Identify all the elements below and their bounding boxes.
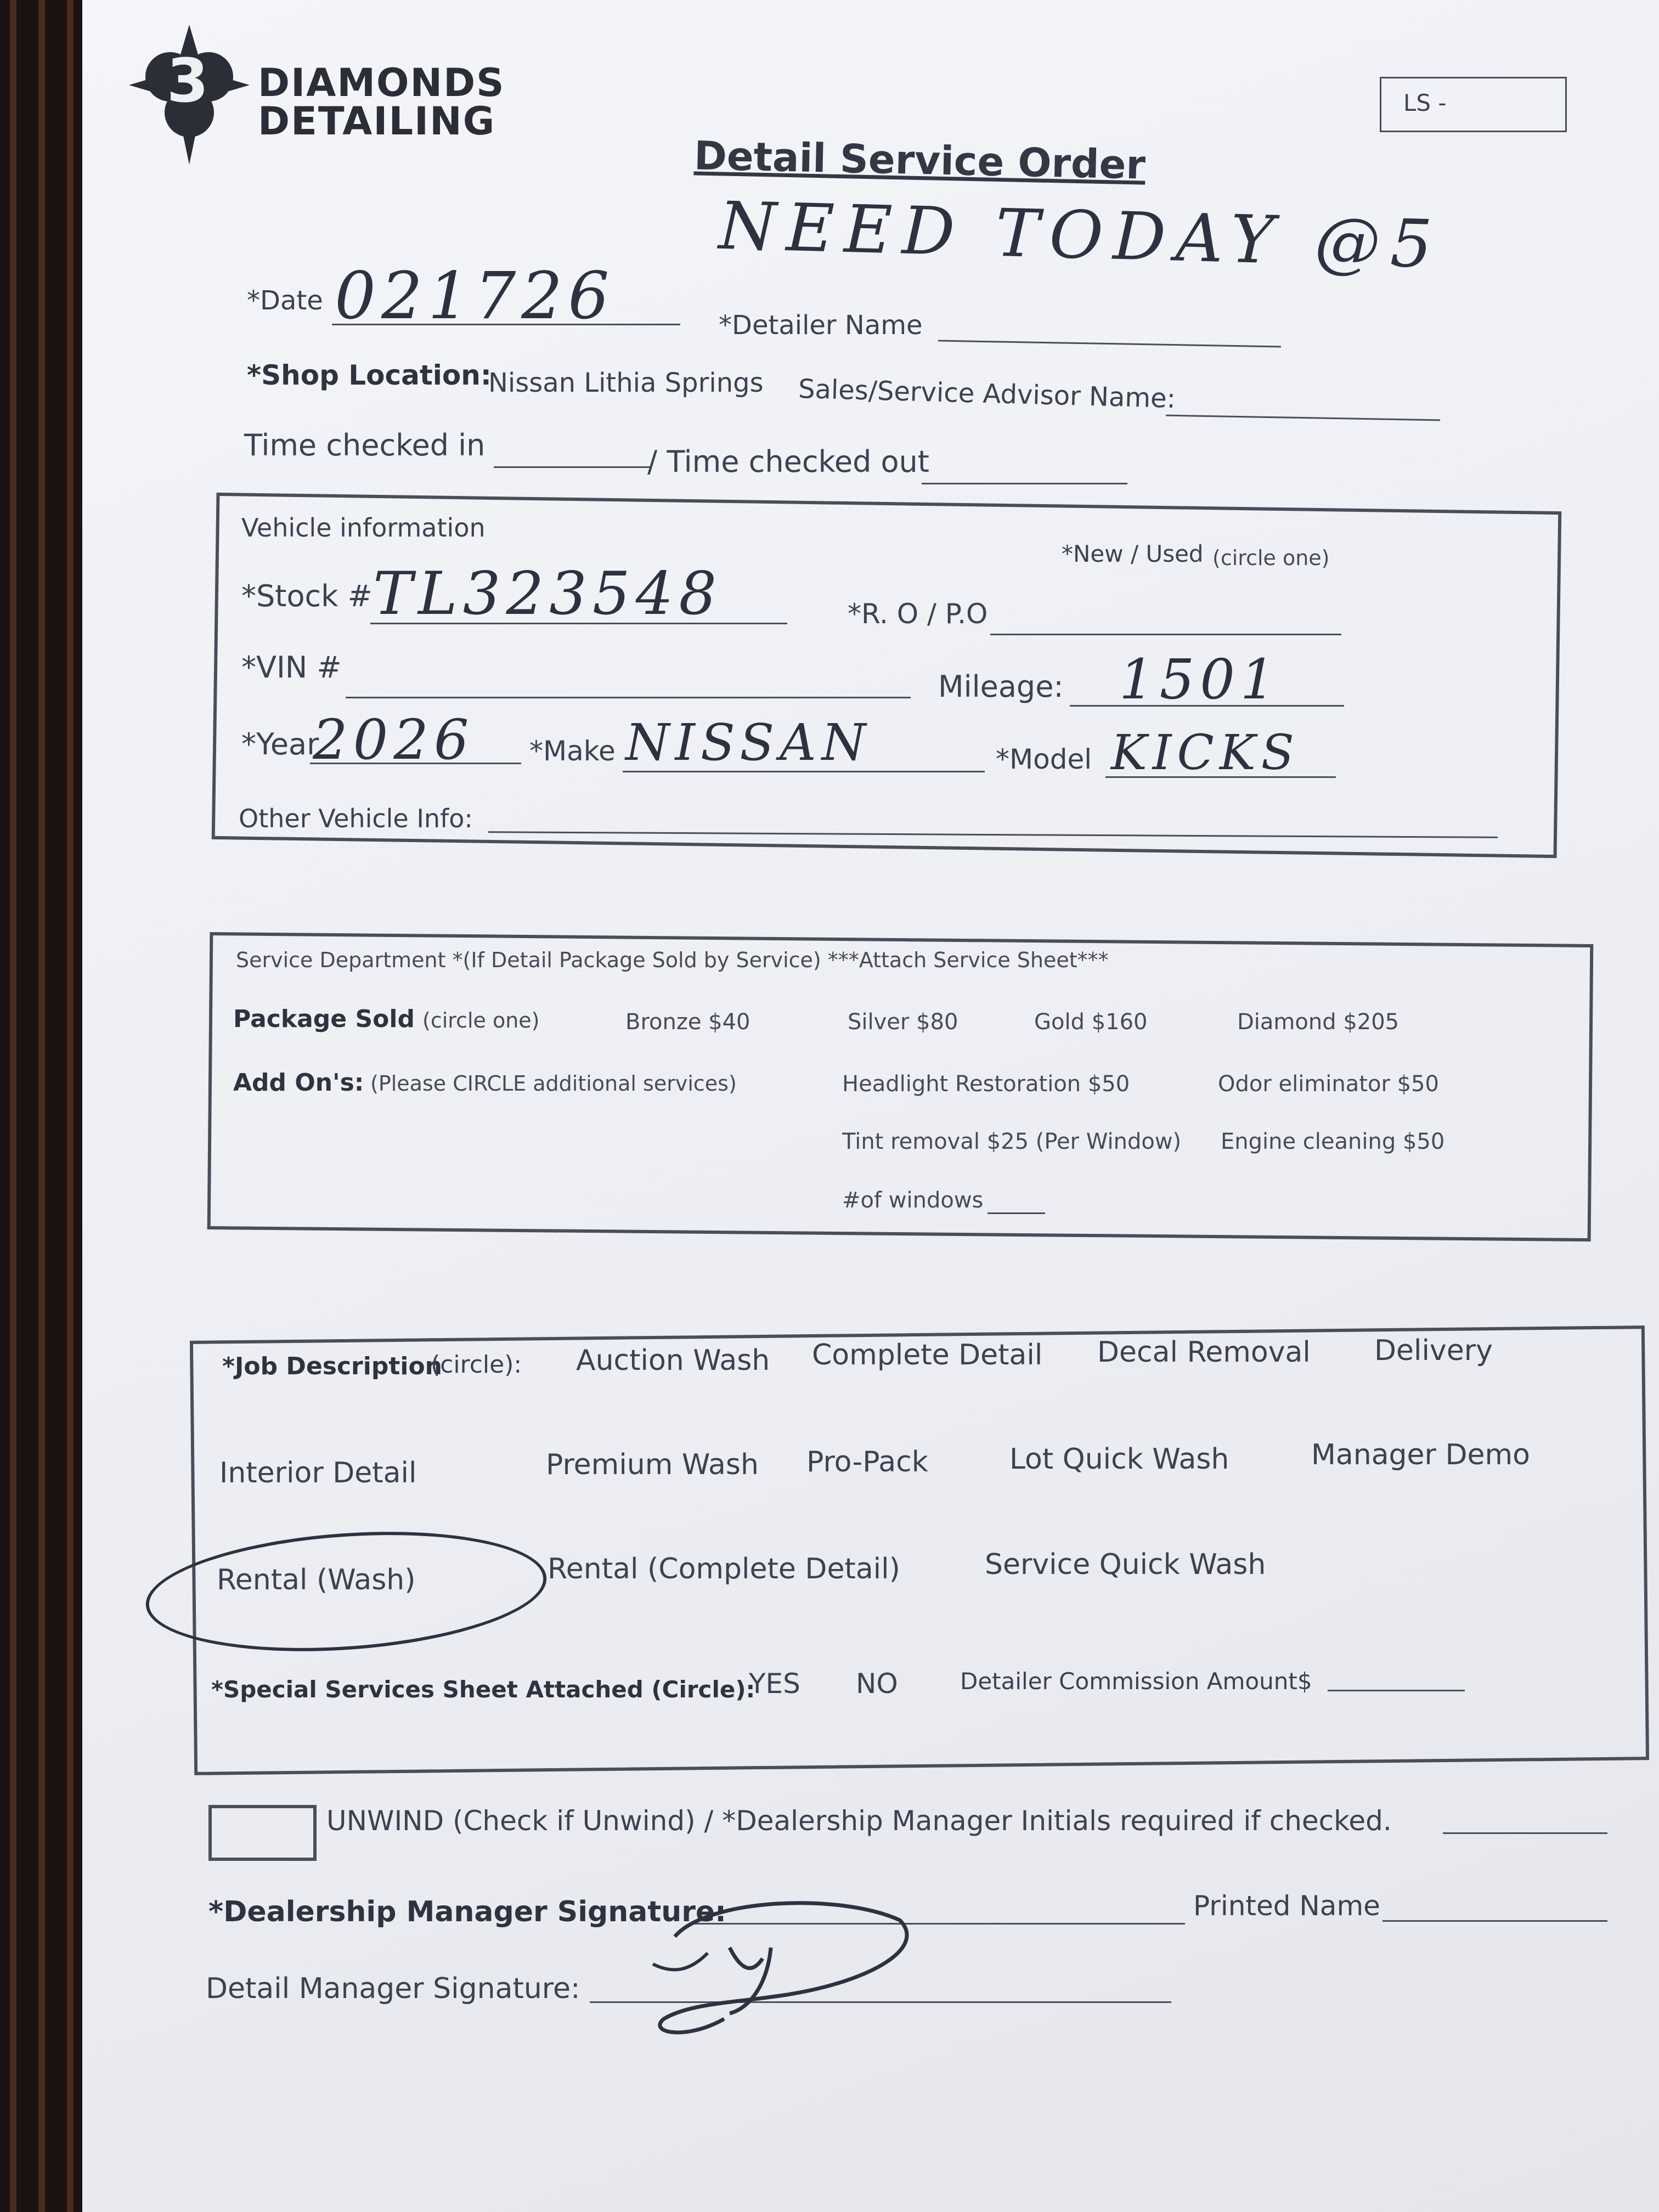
windows-line[interactable] — [988, 1212, 1045, 1214]
special-services-no[interactable]: NO — [856, 1668, 898, 1700]
mileage-label: Mileage: — [938, 669, 1064, 704]
other-vehicle-info-label: Other Vehicle Info: — [239, 804, 473, 833]
circle-one-hint: (circle one) — [1212, 546, 1330, 570]
vehicle-section-label: Vehicle information — [241, 513, 486, 543]
job-rental-complete-detail[interactable]: Rental (Complete Detail) — [548, 1553, 900, 1585]
date-line — [332, 324, 680, 325]
package-sold-label: Package Sold — [233, 1005, 415, 1033]
addon-headlight[interactable]: Headlight Restoration $50 — [842, 1071, 1130, 1097]
package-gold[interactable]: Gold $160 — [1034, 1009, 1148, 1035]
job-complete-detail[interactable]: Complete Detail — [812, 1339, 1043, 1372]
year-label: *Year — [241, 727, 319, 761]
unwind-label: UNWIND (Check if Unwind) / *Dealership Manager Initials required if checked. — [326, 1805, 1392, 1837]
package-sold-hint: (circle one) — [422, 1008, 540, 1032]
manager-initials-line[interactable] — [1443, 1832, 1607, 1834]
ro-po-line[interactable] — [990, 634, 1341, 635]
ls-box[interactable] — [1380, 77, 1567, 132]
package-diamond[interactable]: Diamond $205 — [1237, 1009, 1400, 1035]
shop-location-label: *Shop Location: — [247, 359, 492, 391]
add-ons-label: Add On's: — [233, 1069, 364, 1097]
make-line — [623, 771, 985, 772]
job-pro-pack[interactable]: Pro-Pack — [806, 1446, 928, 1479]
windows-label: #of windows — [842, 1188, 984, 1213]
service-department-header: Service Department *(If Detail Package Sold by Service) ***Attach Service Sheet*** — [236, 948, 1109, 972]
svg-text:3: 3 — [166, 46, 209, 116]
ro-po-label: *R. O / P.O — [848, 598, 988, 630]
package-bronze[interactable]: Bronze $40 — [625, 1009, 751, 1035]
job-premium-wash[interactable]: Premium Wash — [546, 1448, 759, 1481]
advisor-name-label: Sales/Service Advisor Name: — [798, 374, 1176, 414]
detailer-name-line[interactable] — [938, 340, 1281, 348]
brand-name-line2: DETAILING — [258, 99, 496, 144]
service-order-sheet — [82, 0, 1659, 2212]
job-description-label: *Job Description — [222, 1352, 443, 1380]
job-description-hint: (circle): — [431, 1351, 522, 1379]
advisor-name-line[interactable] — [1166, 415, 1440, 421]
year-line — [310, 763, 521, 764]
addon-engine[interactable]: Engine cleaning $50 — [1221, 1129, 1445, 1154]
job-auction-wash[interactable]: Auction Wash — [576, 1344, 770, 1377]
vin-label: *VIN # — [241, 650, 342, 685]
handwritten-signature — [642, 1887, 927, 2041]
date-value[interactable]: 021726 — [335, 258, 615, 334]
mileage-value[interactable]: 1501 — [1119, 647, 1281, 712]
time-in-label: Time checked in — [244, 428, 486, 462]
stock-label: *Stock # — [241, 579, 373, 613]
stock-value[interactable]: TL323548 — [373, 560, 723, 628]
job-lot-quick-wash[interactable]: Lot Quick Wash — [1009, 1443, 1229, 1476]
diamonds-logo-icon — [126, 22, 252, 170]
printed-name-label: Printed Name — [1193, 1890, 1380, 1922]
model-value[interactable]: KICKS — [1111, 724, 1300, 781]
year-value[interactable]: 2026 — [313, 708, 475, 772]
time-out-label: / Time checked out — [647, 444, 929, 479]
handwritten-note: NEED TODAY @5 — [718, 188, 1443, 284]
time-out-line[interactable] — [922, 483, 1127, 484]
stock-line — [370, 623, 787, 624]
detailer-commission-line[interactable] — [1328, 1690, 1465, 1691]
time-in-line[interactable] — [494, 466, 650, 468]
special-services-yes[interactable]: YES — [749, 1668, 800, 1700]
date-label: *Date — [247, 285, 323, 316]
detailer-name-label: *Detailer Name — [719, 310, 923, 341]
special-services-label: *Special Services Sheet Attached (Circle): — [211, 1676, 755, 1703]
vin-line[interactable] — [346, 697, 911, 698]
detail-manager-signature-label: Detail Manager Signature: — [206, 1972, 580, 2005]
ls-label: LS - — [1403, 89, 1447, 116]
new-used-label[interactable]: *New / Used — [1062, 540, 1204, 567]
make-label: *Make — [529, 735, 616, 767]
package-silver[interactable]: Silver $80 — [848, 1009, 958, 1035]
detailer-commission-label: Detailer Commission Amount$ — [960, 1668, 1312, 1695]
job-manager-demo[interactable]: Manager Demo — [1311, 1438, 1530, 1471]
addon-tint[interactable]: Tint removal $25 (Per Window) — [842, 1129, 1182, 1154]
job-interior-detail[interactable]: Interior Detail — [219, 1457, 417, 1489]
printed-name-line[interactable] — [1383, 1920, 1607, 1922]
job-decal-removal[interactable]: Decal Removal — [1097, 1336, 1311, 1369]
unwind-checkbox[interactable] — [208, 1805, 317, 1861]
addon-odor[interactable]: Odor eliminator $50 — [1218, 1071, 1439, 1097]
mileage-line — [1070, 705, 1344, 707]
model-label: *Model — [996, 743, 1092, 775]
shop-location-value: Nissan Lithia Springs — [488, 368, 764, 398]
job-delivery[interactable]: Delivery — [1374, 1334, 1493, 1367]
job-rental-wash[interactable]: Rental (Wash) — [217, 1564, 416, 1596]
dealership-manager-signature-label: *Dealership Manager Signature: — [208, 1895, 726, 1928]
form-title: Detail Service Order — [693, 132, 1146, 188]
brand-name-line1: DIAMONDS — [258, 60, 505, 105]
add-ons-hint: (Please CIRCLE additional services) — [370, 1071, 737, 1096]
model-line — [1105, 776, 1336, 778]
job-service-quick-wash[interactable]: Service Quick Wash — [985, 1548, 1266, 1581]
make-value[interactable]: NISSAN — [625, 713, 872, 772]
